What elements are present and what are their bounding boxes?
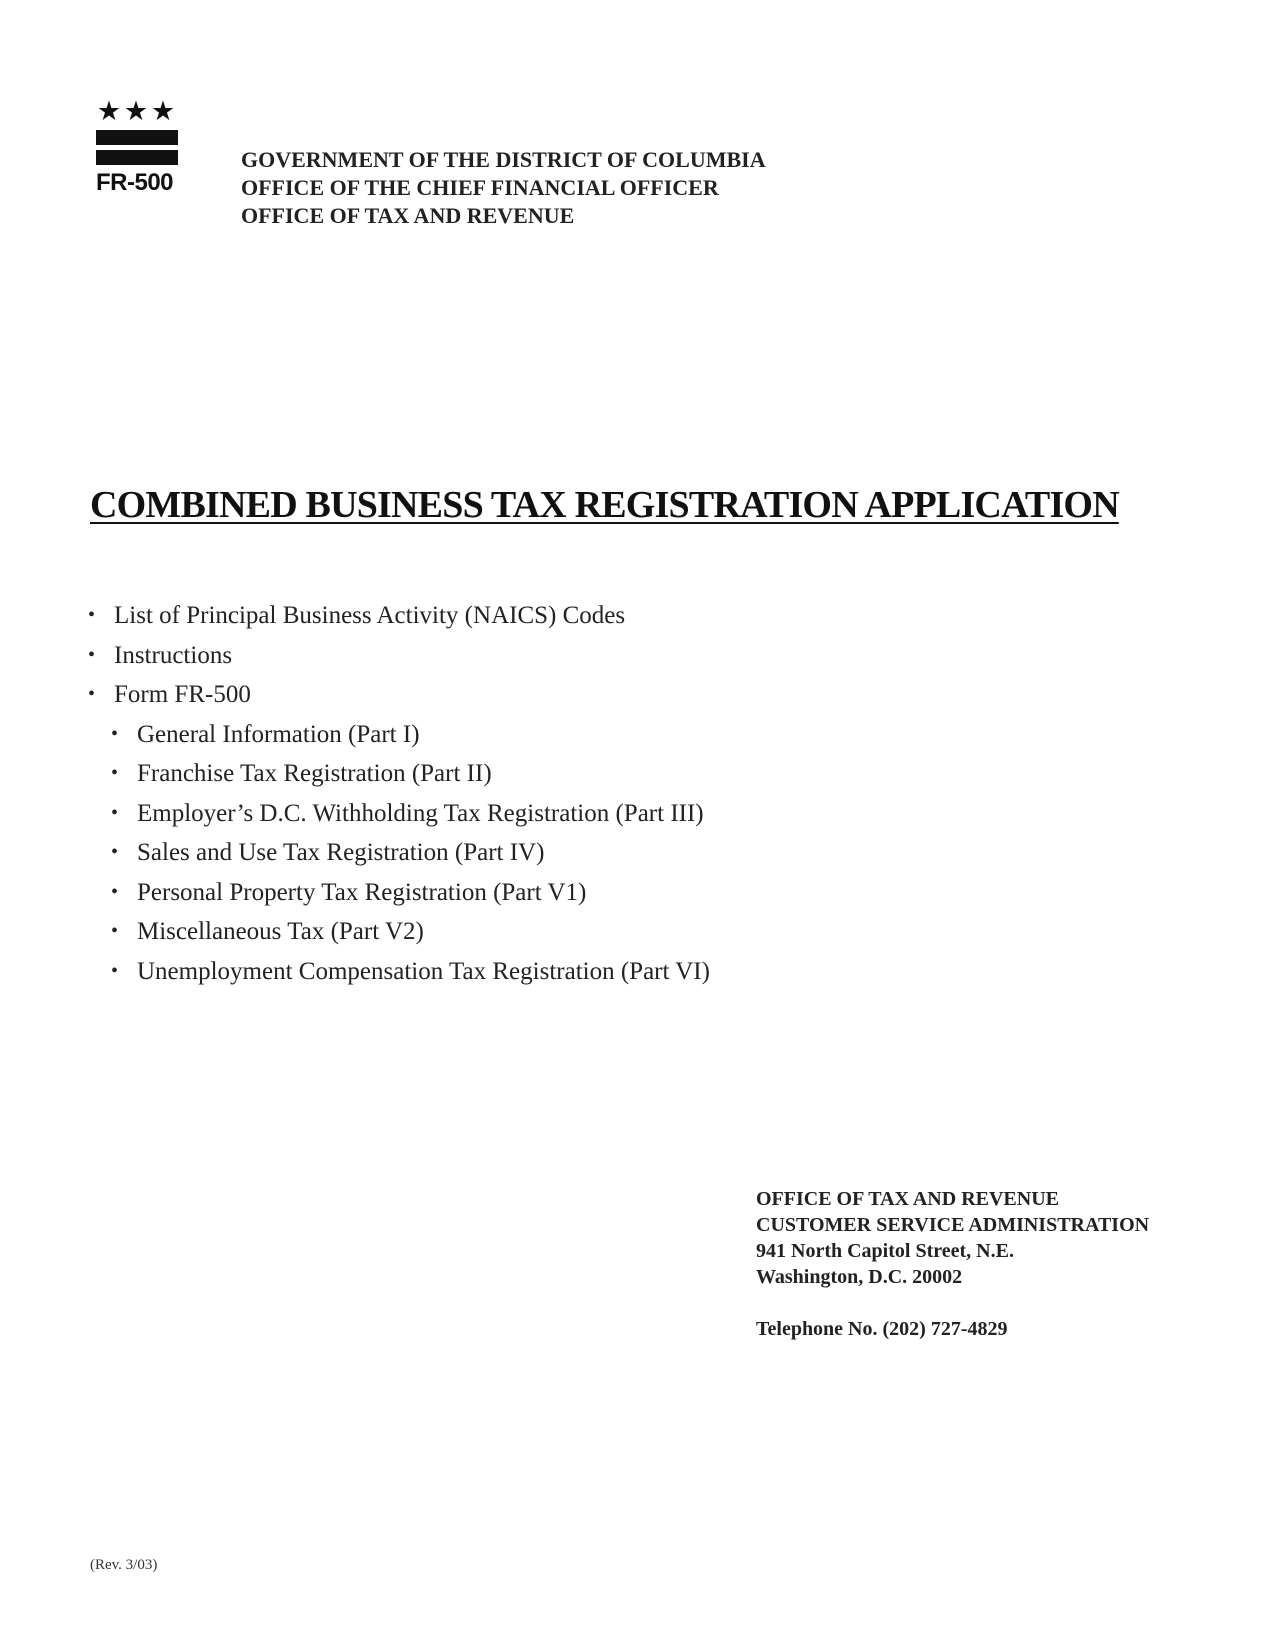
sub-list-item: • General Information (Part I) — [111, 715, 710, 755]
contact-address — [756, 1186, 1149, 1342]
sub-list-item: • Sales and Use Tax Registration (Part IV) — [111, 833, 710, 873]
sub-list-item: • Miscellaneous Tax (Part V2) — [111, 912, 710, 952]
street-address: 941 North Capitol Street, N.E. — [756, 1240, 1014, 1262]
flag-bar — [96, 130, 178, 145]
star-icon: ★ — [150, 96, 176, 127]
page-title: COMBINED BUSINESS TAX REGISTRATION APPLICATION — [90, 484, 1119, 526]
division-name: CUSTOMER SERVICE ADMINISTRATION — [756, 1214, 1150, 1236]
office-name: OFFICE OF TAX AND REVENUE — [756, 1188, 1059, 1210]
star-icon: ★ — [96, 96, 122, 127]
flag-stars — [96, 96, 178, 127]
sub-list-item: • Personal Property Tax Registration (Part V1) — [111, 873, 710, 913]
contents-list — [88, 596, 710, 991]
agency-line: OFFICE OF TAX AND REVENUE — [241, 203, 575, 228]
list-item: • Form FR-500 — [88, 675, 710, 715]
dc-flag-logo — [96, 96, 178, 197]
telephone: Telephone No. (202) 727-4829 — [756, 1318, 1008, 1340]
star-icon: ★ — [123, 96, 149, 127]
flag-bar — [96, 150, 178, 165]
city-address: Washington, D.C. 20002 — [756, 1266, 963, 1288]
agency-line: OFFICE OF THE CHIEF FINANCIAL OFFICER — [241, 175, 719, 200]
sub-list-item: • Employer’s D.C. Withholding Tax Registration (Part III) — [111, 794, 710, 834]
form-id: FR-500 — [96, 169, 174, 196]
list-item: • Instructions — [88, 636, 710, 676]
sub-list-item: • Unemployment Compensation Tax Registration (Part VI) — [111, 952, 710, 992]
revision-note: (Rev. 3/03) — [90, 1557, 158, 1573]
agency-line: GOVERNMENT OF THE DISTRICT OF COLUMBIA — [241, 147, 766, 172]
agency-header — [241, 146, 766, 230]
sub-list-item: • Franchise Tax Registration (Part II) — [111, 754, 710, 794]
list-item: • List of Principal Business Activity (NAICS) Codes — [88, 596, 710, 636]
spacer — [756, 1290, 1149, 1316]
